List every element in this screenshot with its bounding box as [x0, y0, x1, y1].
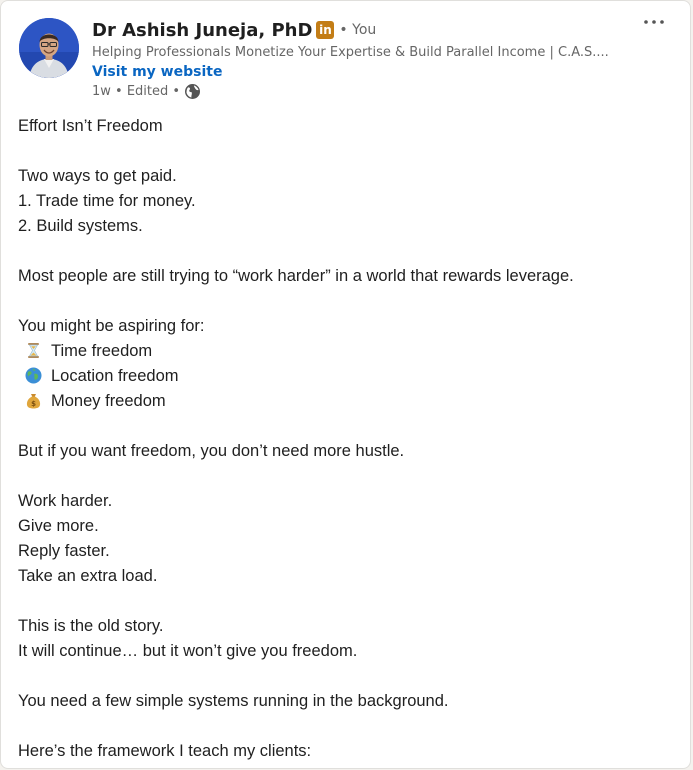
globe-icon [184, 83, 201, 100]
post-meta [92, 83, 652, 100]
post-line: Give more. [18, 517, 99, 535]
author-avatar[interactable] [19, 18, 79, 78]
post-line: It will continue… but it won’t give you freedom. [18, 642, 358, 660]
money-bag-icon [25, 392, 42, 409]
post-line: Effort Isn’t Freedom [18, 117, 163, 135]
author-headline: Helping Professionals Monetize Your Expertise & Build Parallel Income | C.A.S.... [92, 45, 609, 60]
post-line: Reply faster. [18, 542, 110, 560]
visit-website-link[interactable]: Visit my website [92, 64, 223, 80]
list-item [18, 339, 673, 364]
avatar-photo [19, 18, 79, 78]
hourglass-icon [25, 342, 42, 359]
list-item-label: Time freedom [51, 342, 153, 360]
post-line: Here’s the framework I teach my clients: [18, 742, 312, 760]
post-line: 2. Build systems. [18, 217, 143, 235]
more-options-button[interactable] [640, 13, 668, 31]
list-item-label: Money freedom [51, 392, 166, 410]
post-line: You might be aspiring for: [18, 317, 205, 335]
author-info [92, 16, 652, 100]
post-header [19, 16, 674, 101]
post-line: Two ways to get paid. [18, 167, 177, 185]
more-horizontal-icon [640, 13, 668, 31]
author-name[interactable]: Dr Ashish Juneja, PhD [92, 19, 313, 41]
post-body [18, 114, 673, 764]
post-line: Take an extra load. [18, 567, 158, 585]
post-line: But if you want freedom, you don’t need more hustle. [18, 442, 405, 460]
post-line: Most people are still trying to “work harder” in a world that rewards leverage. [18, 267, 574, 285]
svg-text:$: $ [31, 400, 36, 408]
linkedin-premium-icon: in [316, 21, 334, 39]
post-line: Work harder. [18, 492, 113, 510]
list-item-label: Location freedom [51, 367, 179, 385]
post-line: 1. Trade time for money. [18, 192, 196, 210]
post-timestamp: 1w • Edited • [92, 84, 181, 99]
post-line: You need a few simple systems running in the background. [18, 692, 449, 710]
relationship-label: • You [339, 22, 377, 38]
list-item [18, 364, 673, 389]
list-item [18, 389, 673, 414]
post-line: This is the old story. [18, 617, 164, 635]
author-name-row [92, 16, 652, 44]
globe-earth-icon [25, 367, 42, 384]
